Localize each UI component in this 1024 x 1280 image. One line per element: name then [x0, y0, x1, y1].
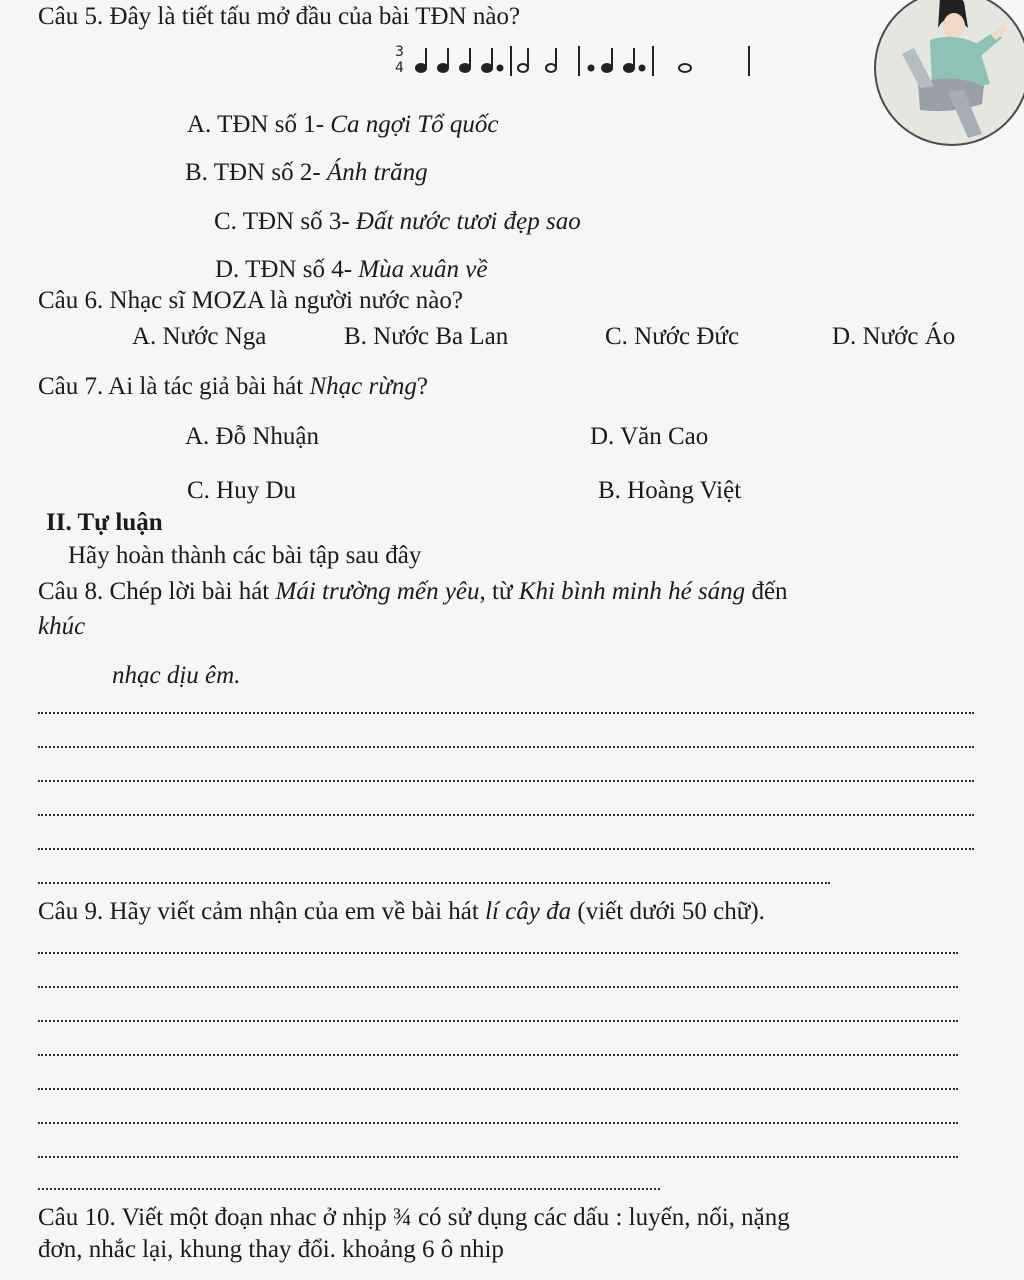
answer-line[interactable]: [38, 814, 974, 816]
answer-line[interactable]: [38, 882, 830, 884]
q7-option-a[interactable]: A. Đỗ Nhuận: [185, 423, 320, 450]
q5-option-d-label: D. TĐN số 4-: [215, 256, 359, 283]
q5-option-d-title: Mùa xuân về: [358, 256, 488, 283]
q9-suffix: (viết dưới 50 chữ).: [571, 898, 765, 925]
answer-line[interactable]: [38, 1188, 660, 1190]
answer-line[interactable]: [38, 1054, 958, 1056]
question-8: [38, 577, 788, 607]
avatar-illustration: [872, 0, 1024, 148]
q5-option-c[interactable]: [214, 207, 581, 237]
question-7: [38, 372, 428, 402]
section-2-title: II. Tự luận: [46, 509, 163, 536]
q7-option-d[interactable]: D. Văn Cao: [590, 423, 709, 450]
answer-line[interactable]: [38, 952, 958, 954]
q5-option-a-title: Ca ngợi Tổ quốc: [330, 111, 499, 138]
q7-option-b[interactable]: B. Hoàng Việt: [598, 477, 742, 504]
q8-from: Khi bình minh hé sáng: [518, 578, 746, 605]
answer-line[interactable]: [38, 848, 974, 850]
answer-line[interactable]: [38, 986, 958, 988]
answer-line[interactable]: [38, 780, 974, 782]
question-5: Câu 5. Đây là tiết tấu mở đầu của bài TĐN nào?: [38, 3, 521, 30]
q8-line-2: khúc: [38, 613, 86, 640]
q9-song: lí cây đa: [485, 898, 572, 925]
question-10-line-2: đơn, nhắc lại, khung thay đổi. khoảng 6 ô nhip: [38, 1236, 504, 1263]
svg-text:4: 4: [395, 60, 404, 76]
q9-prefix: Câu 9. Hãy viết cảm nhận của em về bài hát: [38, 898, 486, 925]
answer-line[interactable]: [38, 746, 974, 748]
question-6: Câu 6. Nhạc sĩ MOZA là người nước nào?: [38, 287, 463, 314]
q6-option-c[interactable]: C. Nước Đức: [605, 323, 740, 350]
section-2-instruction: Hãy hoàn thành các bài tập sau đây: [68, 542, 422, 569]
answer-line[interactable]: [38, 1020, 958, 1022]
q7-option-c[interactable]: C. Huy Du: [187, 477, 297, 504]
q8-song: Mái trường mến yêu: [275, 578, 480, 605]
q5-option-c-label: C. TĐN số 3-: [214, 208, 356, 235]
q5-option-a[interactable]: [187, 110, 499, 140]
rhythm-notation: [395, 38, 765, 80]
q5-option-b-label: B. TĐN số 2-: [185, 159, 327, 186]
q7-song: Nhạc rừng: [309, 373, 417, 400]
q6-option-a[interactable]: A. Nước Nga: [132, 323, 267, 350]
q8-line-3: nhạc dịu êm.: [112, 662, 241, 689]
q8-mid: , từ: [479, 578, 519, 605]
q5-option-b[interactable]: [185, 158, 428, 188]
answer-line[interactable]: [38, 1088, 958, 1090]
q6-option-d[interactable]: D. Nước Áo: [832, 323, 956, 350]
q8-prefix: Câu 8. Chép lời bài hát: [38, 578, 276, 605]
answer-line[interactable]: [38, 1156, 958, 1158]
answer-line[interactable]: [38, 1122, 958, 1124]
q7-prefix: Câu 7. Ai là tác giả bài hát: [38, 373, 310, 400]
question-9: [38, 897, 765, 927]
q5-option-b-title: Ánh trăng: [326, 159, 428, 186]
q5-option-d[interactable]: [215, 255, 487, 285]
q5-option-c-title: Đất nước tươi đẹp sao: [355, 208, 581, 235]
question-10-line-1: Câu 10. Viết một đoạn nhac ở nhịp ¾ có sử dụng các dấu : luyến, nối, nặng: [38, 1204, 790, 1231]
q5-option-a-label: A. TĐN số 1-: [187, 111, 331, 138]
q8-to-word: đến: [745, 578, 788, 605]
q7-suffix: ?: [416, 373, 428, 400]
svg-text:3: 3: [395, 44, 404, 60]
answer-line[interactable]: [38, 712, 974, 714]
q6-option-b[interactable]: B. Nước Ba Lan: [344, 323, 509, 350]
